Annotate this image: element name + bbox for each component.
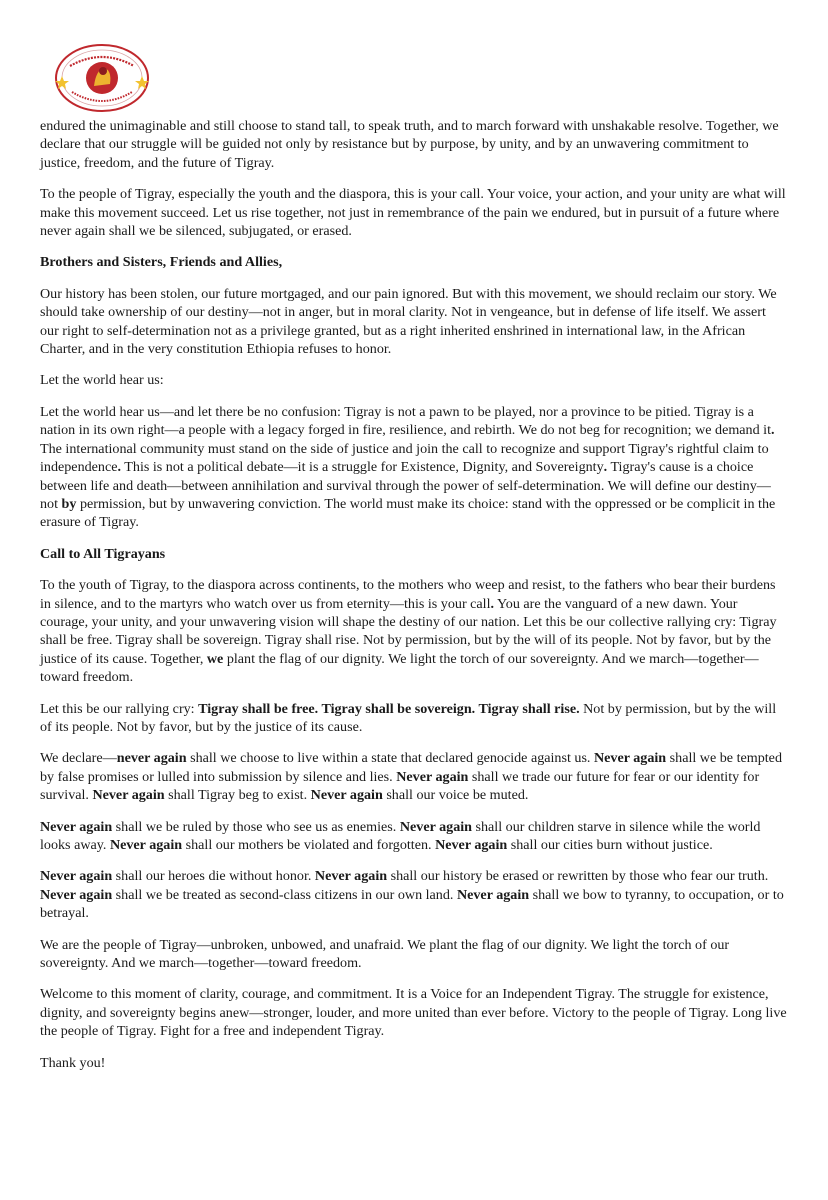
text-run: The international community must stand on the side of justice and join the call to recognize and support Tigray's rightful claim to independence [40, 440, 769, 476]
text-run: shall our mothers be violated and forgotten. [182, 837, 436, 853]
text-run: Not by permission, but by the will of its people. Not by favor, but by the justice of its cause. [40, 700, 777, 735]
text-run: plant the flag of our dignity. We light the torch of our sovereignty. And we march—together—toward freedom. [40, 650, 759, 686]
paragraph [40, 700, 788, 737]
text-run: shall our heroes die without honor. [112, 868, 315, 885]
bold-text: Never again [456, 886, 530, 903]
section-heading [40, 545, 788, 563]
text-run: shall our children starve in silence while the world looks away. [40, 818, 761, 853]
bold-text: Never again [399, 818, 472, 835]
paragraph [40, 936, 788, 973]
text-run: endured the unimaginable and still choose to stand tall, to speak truth, and to march forward with unshakable resolve. Together, we declare that our struggle will be guided not only by resistance but by purpose, by unity, and by an unwavering commitment to justice, freedom, and the future of Tigray. [40, 118, 779, 171]
organization-logo [52, 40, 152, 116]
bold-text: . [117, 459, 122, 476]
text-run: To the youth of Tigray, to the diaspora across continents, to the mothers who weep and resist, to the fathers who bear their burdens in silence, and to the martyrs who watch over us from eternity—this is your call [40, 577, 776, 612]
text-run: Let this be our rallying cry: [40, 700, 199, 717]
bold-text: Tigray shall be free. Tigray shall be sovereign. Tigray shall rise. [198, 700, 580, 717]
document-body [40, 117, 788, 1085]
bold-text: Never again [310, 787, 383, 804]
paragraph [40, 749, 788, 804]
text-run: Thank you! [40, 1054, 106, 1071]
bold-text: Never again [314, 868, 388, 885]
text-run: shall Tigray beg to exist. [164, 787, 311, 804]
text-run: We declare— [40, 750, 117, 767]
text-run: To the people of Tigray, especially the youth and the diaspora, this is your call. Your voice, your action, and your unity are what will make this movement succeed. Let us rise together, not just in remembrance of the pain we endured, but in pursuit of a future where never again shall we be silenced, subjugated, or erased. [40, 186, 786, 240]
text-run: Brothers and Sisters, Friends and Allies, [40, 254, 283, 271]
paragraph [40, 285, 788, 359]
paragraph [40, 985, 788, 1040]
text-run: Call to All Tigrayans [40, 545, 166, 562]
text-run: Let the world hear us—and let there be no confusion: Tigray is not a pawn to be played, nor a province to be pitied. Tigray is a nation in its own right—a people with a legacy forged in fire, resilience, and rebirth. We do not beg for recognition; we demand it [40, 403, 772, 439]
bold-text: we [206, 650, 224, 667]
paragraph [40, 185, 788, 240]
paragraph [40, 576, 788, 686]
text-run: shall our history be erased or rewritten by those who fear our truth. [387, 868, 769, 885]
text-run: Let the world hear us: [40, 372, 164, 389]
bold-text: Never again [435, 837, 508, 853]
bold-text: Never again [109, 837, 183, 853]
text-run: shall we be tempted by false promises or lulled into submission by silence and lies. [40, 750, 782, 785]
text-run: This is not a political debate—it is a struggle for Existence, Dignity, and Sovereignty [121, 459, 604, 476]
bold-text: . [603, 459, 608, 476]
paragraph [40, 867, 788, 922]
paragraph [40, 371, 788, 389]
text-run: shall our voice be muted. [382, 787, 529, 804]
bold-text: Never again [40, 868, 113, 885]
bold-text: . [771, 422, 775, 439]
text-run: Our history has been stolen, our future mortgaged, and our pain ignored. But with this movement, we should reclaim our story. We should take ownership of our destiny—not in anger, but in moral clarity. Not in vengeance, but in defense of life itself. We assert our right to self-determination not as a privilege granted, but as a right inherited enshrined in international law, in the African Charter, and in the very constitution Ethiopia refuses to honor. [40, 285, 777, 358]
paragraph [40, 818, 788, 855]
text-run: Tigray's cause is a choice between life and death—between annihilation and survival through the power of self-determination. We will define our destiny—not [40, 459, 771, 512]
text-run: shall our cities burn without justice. [507, 837, 713, 853]
bold-text: . [490, 595, 495, 612]
text-run: You are the vanguard of a new dawn. Your courage, your unity, and your unwavering vision will shape the destiny of our nation. Let this be our collective rallying cry: Tigray shall be free. Tigray shall be sovereign. Tigray shall rise. Not by permission, but by the will of its people. Not by favor, but by the justice of its cause. Together, [40, 595, 777, 667]
bold-text: Never again [396, 768, 469, 785]
bold-text: never again [116, 750, 187, 767]
paragraph [40, 403, 788, 532]
bold-text: by [61, 495, 77, 512]
text-run: shall we be treated as second-class citizens in our own land. [112, 886, 457, 903]
text-run: We are the people of Tigray—unbroken, unbowed, and unafraid. We plant the flag of our dignity. We light the torch of our sovereignty. And we march—together—toward freedom. [40, 936, 730, 972]
text-run: shall we bow to tyranny, to occupation, or to betrayal. [40, 886, 784, 922]
text-run: shall we be ruled by those who see us as enemies. [112, 818, 400, 835]
text-run: permission, but by unwavering conviction. The world must make its choice: stand with the oppressed or be complicit in the erasure of Tigray. [40, 495, 776, 531]
text-run: Welcome to this moment of clarity, courage, and commitment. It is a Voice for an Independent Tigray. The struggle for existence, dignity, and sovereignty begins anew—stronger, louder, and more united than ever before. Victory to the people of Tigray. Long live the people of Tigray. Fight for a free and independent Tigray. [40, 986, 787, 1040]
text-run: shall we trade our future for fear or our identity for survival. [40, 768, 760, 804]
bold-text: Never again [593, 750, 667, 767]
bold-text: Never again [92, 787, 165, 804]
bold-text: Never again [40, 818, 113, 835]
section-heading [40, 253, 788, 271]
paragraph [40, 1054, 788, 1072]
text-run: shall we choose to live within a state that declared genocide against us. [186, 750, 594, 767]
bold-text: Never again [40, 886, 113, 903]
paragraph [40, 117, 788, 172]
